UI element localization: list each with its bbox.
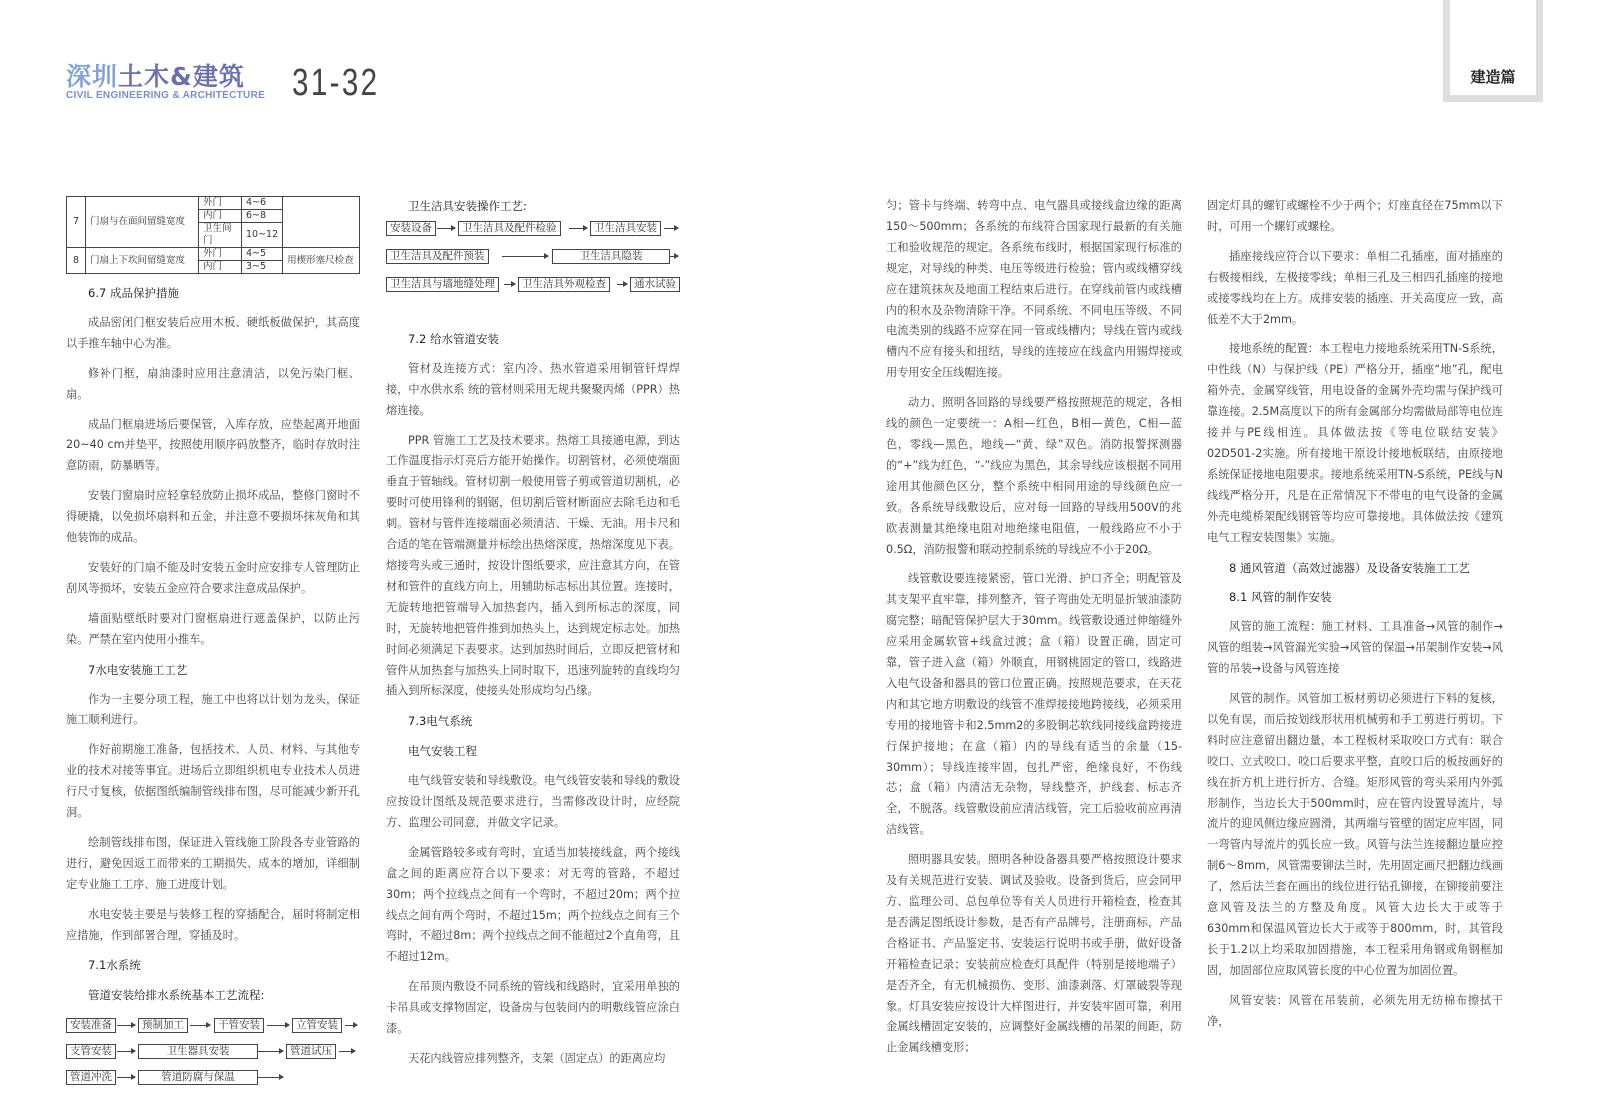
table-row [67, 248, 360, 261]
heading-7-2: 7.2 给水管道安装 [408, 331, 499, 346]
table-cell: 7 [67, 197, 86, 248]
table-row [67, 197, 360, 210]
heading-flow: 管道安装给排水系统基本工艺流程: [88, 988, 265, 1003]
column-3 [886, 196, 1182, 1059]
column-4 [1207, 196, 1503, 1033]
flow-step: 管道防腐与保温 [138, 1070, 258, 1085]
sanitary-flow-row-1 [386, 221, 680, 241]
table-cell: 卫生间门 [199, 223, 242, 248]
table-cell: 10~12 [242, 223, 283, 248]
heading-6-7: 6.7 成品保护措施 [88, 286, 179, 300]
heading-7-3: 7.3电气系统 [408, 714, 473, 729]
table-cell: 4~5 [242, 248, 283, 261]
arrow-right-icon [258, 1077, 283, 1078]
arrow-right-icon [437, 228, 455, 229]
flow-step: 卫生器具安装 [138, 1044, 258, 1059]
spec-table [66, 196, 360, 274]
table-cell: 8 [67, 248, 86, 274]
paragraph: 金属管路较多或有弯时，宜适当加装接线盒，两个接线盒之间的距离应符合以下要求：对无弯的管路，不超过30m；两个拉线点之间有一个弯时，不超过20m；两个拉线点之间有两个弯时，不超过15m；两个拉线点之间有三个弯时，不超过8m；两个拉线点之间不能超过2个直角弯，且不超过12m。 [386, 845, 680, 964]
table-cell: 用楔形塞尺检查 [283, 248, 360, 274]
flow-row-3 [66, 1070, 360, 1090]
heading-7-1: 7.1水系统 [88, 958, 141, 973]
paragraph: 绘制管线排布图，保证进入管线施工阶段各专业管路的进行，避免因返工而带来的工期损失、成本的增加，详细制定专业施工工序、施工进度计划。 [66, 835, 360, 891]
arrow-right-icon [569, 228, 587, 229]
paragraph: 作好前期施工准备，包括技术、人员、材料、与其他专业的技术对接等事宜。进场后立即组织机电专业技术人员进行尺寸复核，依据图纸编制管线排布图，尽可能减少新开孔洞。 [66, 743, 360, 820]
logo-english: CIVIL ENGINEERING & ARCHITECTURE [66, 90, 266, 101]
flow-step: 管道冲洗 [66, 1070, 116, 1085]
flow-row-1 [66, 1018, 360, 1038]
paragraph: 线管敷设要连接紧密，管口光滑、护口齐全；明配管及其支架平直牢靠，排列整齐，管子弯曲处无明显折皱油漆防腐完整；暗配管保护层大于30mm。线管敷设通过伸缩缝外应采用金属软管+线盒过渡；盒（箱）设置正确，固定可靠，管子进入盒（箱）外顺直，用钢桃固定的管口，线路进入电气设备和器具的管口位置正确。按照规范要求，在天花内和其它地方明敷设的线管不准焊接接地跨接线，必须采用专用的接地管卡和2.5mm2的多股铜芯软线同接线盒跨接进行保护接地；在盒（箱）内的导线有适当的余量（15-30mm）；导线连接牢固，包扎严密，绝缘良好，不伤线芯；盒（箱）内清洁无杂物，导线整齐，护线套、标志齐全，不脱落。线管敷设前应清洁线管，完工后验收前应再清洁线管。 [886, 572, 1182, 837]
paragraph: 风管的施工流程：施工材料、工具准备→风管的制作→风管的组装→风管漏光实验→风管的保温→吊架制作安装→风管的吊装→设备与风管连接 [1207, 620, 1503, 676]
flow-step: 卫生洁具外观检查 [518, 277, 610, 292]
paragraph: 接地系统的配置：本工程电力接地系统采用TN-S系统，中性线（N）与保护线（PE）严格分开，插座“地”孔，配电箱外壳，金属穿线管，用电设备的金属外壳均需与保护线可靠连接。2.5M高度以下的所有金属部分均需做局部等电位连接并与PE线相连。具体做法按《等电位联结安装》02D501-2实施。所有接地干原设计接地板联结，由原接地系统保证接地电阻要求。接地系统采用TN-S系统，PE线与N线线严格分开，凡是在正常情况下不带电的电气设备的金属外壳电缆桥架配线钢管等均应可靠接地。具体做法按《建筑电气工程安装图集》实施。 [1207, 342, 1503, 544]
table-cell: 6~8 [242, 210, 283, 223]
paragraph: 安装门窗扇时应轻拿轻放防止损坏成品，整修门窗时不得硬撬，以免损坏扇料和五金，并注意不要损坏抹灰角和其他装饰的成品。 [66, 489, 360, 545]
sanitary-flow-row-2 [386, 249, 680, 269]
arrow-right-icon [190, 1025, 210, 1026]
paragraph: 固定灯具的螺钉或螺栓不少于两个；灯座直径在75mm以下时，可用一个螺钉或螺栓。 [1207, 199, 1503, 233]
paragraph: 管材及连接方式：室内冷、热水管道采用铜管钎焊焊接，中水供水系 统的管材则采用无规共聚聚丙烯（PPR）热熔连接。 [386, 361, 680, 417]
paragraph: 作为一主要分项工程，施工中也将以计划为龙头，保证施工顺利进行。 [66, 692, 360, 727]
logo-cn-part-a: 深圳 [66, 62, 119, 91]
arrow-right-icon [117, 1051, 135, 1052]
logo-chinese [66, 64, 265, 90]
heading-8: 8 通风管道（高效过滤器）及设备安装施工工艺 [1229, 560, 1470, 575]
flow-step: 通水试验 [630, 277, 680, 292]
paragraph: 匀；管卡与终端、转弯中点、电气器具或接线盒边缘的距离150～500mm；各系统的布线符合国家现行最新的有关施工和验收规范的规定。各系统布线时，根据国家现行标准的规定，对导线的种类、电压等级进行检验；管内或线槽穿线应在建筑抹灰及地面工程结束后进行。在穿线前管内或线槽内的积水及杂物清除干净。不同系统、不同电压等级、不同电流类别的线路不应穿在同一管或线槽内；导线在管内或线槽内不应有接头和扭结，导线的连接应在线盒内用锡焊接或用专用安全压线帽连接。 [886, 199, 1182, 380]
paragraph: 风管的制作。风管加工板材剪切必须进行下料的复核，以免有误，而后按划线形状用机械剪和手工剪进行剪切。下料时应注意留出翻边量，本工程板材采取咬口方式有：联合咬口、立式咬口、咬口后要求平整，直咬口后的板按画好的线在折方机上进行折方、合缝。矩形风管的弯头采用内外弧形制作，当边长大于500mm时，应在管内设置导流片，导流片的迎风侧边缘应圆滑，其两端与管壁的固定应牢固，同一弯管内导流片的弧长应一致。风管与法兰连接翻边量应控制6～8mm，风管需要铆法兰时，先用固定画尺把翻边线画了，然后法兰套在画出的线位进行钻孔铆接，在铆接前要注意风管及法兰的方整及角度。风管大边长大于或等于630mm和保温风管边长大于或等于800mm，时，其管段长于1.2以上均采取加固措施，本工程采用角钢或角钢框加固，加固部位应取风管长度的中心位置为加固位置。 [1207, 692, 1503, 977]
sanitary-flow-row-3 [386, 277, 680, 297]
flow-step: 卫生洁具安装 [590, 221, 661, 236]
magazine-logo [66, 64, 265, 101]
table-cell: 门扇与在面间留缝宽度 [86, 197, 199, 248]
arrow-right-icon [258, 1051, 283, 1052]
paragraph: 动力、照明各回路的导线要严格按照规范的规定，各相线的颜色一定要统一：A相—红色，B相—黄色，C相—蓝色，零线—黑色，地线—“黄、绿”双色。消防报警探测器的“+”线为红色，“-”线应为黑色，其余导线应该根据不同用途用其他颜色区分，整个系统中相同用途的导线颜色应一致。各系统导线敷设后，应对每一回路的导线用500V的兆欧表测量其绝缘电阻对地绝缘电阻值，一般线路应不小于0.5Ω，消防报警和联动控制系统的导线应不小于20Ω。 [886, 396, 1182, 556]
heading-electrical: 电气安装工程 [408, 744, 477, 759]
flow-step: 安装准备 [66, 1018, 116, 1033]
flow-step: 卫生洁具及配件预装 [386, 249, 489, 264]
paragraph: PPR 管施工工艺及技术要求。热熔工具接通电源，到达工作温度指示灯亮后方能开始操作。切割管材，必须使端面垂直于管轴线。管材切割一般使用管子剪或管道切割机，必要时可使用锋利的钢锯，但切割后管材断面应去除毛边和毛刺。管材与管件连接端面必须清洁、干燥、无油。用卡尺和合适的笔在管端测量并标绘出热熔深度，热熔深度见下表。熔接弯头或三通时，按设计图纸要求，应注意其方向，在管材和管件的直线方向上，用辅助标志标出其位置。连接时，无旋转地把管端导入加热套内，插入到所标志的深度，同时，无旋转地把管件推到加热头上，达到规定标志处。加热时间必须满足下表要求。达到加热时间后，立即反把管材和管件从加热套与加热头上同时取下，迅速列旋转的直线均匀插入到所标深度，使接头处形成均匀凸缘。 [386, 433, 680, 698]
table-cell: 外门 [199, 197, 242, 210]
arrow-right-icon [617, 284, 627, 285]
paragraph: 电气线管安装和导线敷设。电气线管安装和导线的敷设应按设计图纸及规范要求进行，当需修改设计时，应经院方、监理公司同意，并做文字记录。 [386, 774, 680, 829]
flow-step: 安装设备 [386, 221, 436, 236]
paragraph: 成品门框扇进场后要保管，入库存放，应垫起离开地面20~40 cm并垫平，按照使用顺序码放整齐，临时存放时注意防雨，防暴晒等。 [66, 417, 360, 473]
heading-7: 7水电安装施工工艺 [88, 662, 188, 677]
table-cell: 内门 [199, 210, 242, 223]
arrow-right-icon [267, 1025, 289, 1026]
paragraph: 照明器具安装。照明各种设备器具要严格按照设计要求及有关规范进行安装、调试及验收。设备到货后，应会同甲方、监理公司、总包单位等有关人员进行开箱检查，检查其是否满足图纸设计参数，是否有产品牌号，注册商标，产品合格证书、产品鉴定书、安装运行说明书或手册，做好设备开箱检查记录；安装前应检查灯具配件（特别是接地端子）是否齐全，有无机械损伤、变形、油漆剥落、灯罩破裂等现象。灯具安装应按设计大样图进行，并安装牢固可靠，利用金属线槽固定安装的，应调整好金属线槽的吊架的间距，防止金属线槽变形； [886, 853, 1182, 1055]
arrow-right-icon [664, 228, 678, 229]
table-cell: 3~5 [242, 261, 283, 274]
section-tab [1443, 0, 1543, 102]
flow-step: 卫生洁具及配件检验 [458, 221, 561, 236]
table-cell: 4~6 [242, 197, 283, 210]
paragraph: 墙面贴壁纸时要对门窗框扇进行遮盖保护，以防止污染。严禁在室内使用小推车。 [66, 611, 360, 646]
paragraph: 水电安装主要是与装修工程的穿插配合，届时将制定相应措施，作到部署合理，穿插及时。 [66, 907, 360, 942]
section-tab-label: 建造篇 [1470, 68, 1516, 86]
column-2 [386, 196, 680, 1070]
arrow-right-icon [117, 1077, 135, 1078]
flow-step: 卫生洁具与墙地缝处理 [386, 277, 499, 292]
paragraph: 安装好的门扇不能及时安装五金时应安排专人管理防止刮风等损坏，安装五金应符合要求注意成品保护。 [66, 560, 360, 595]
table-cell [283, 197, 360, 248]
arrow-right-icon [504, 284, 515, 285]
paragraph: 在吊顶内敷设不同系统的管线和线路时，宜采用单独的卡吊具或支撑物固定，设备房与包装间内的明敷线管应涂白漆。 [386, 980, 680, 1036]
flow-step: 支管安装 [66, 1044, 116, 1059]
flow-row-2 [66, 1044, 360, 1064]
arrow-right-icon [339, 1051, 355, 1052]
paragraph: 天花内线管应排列整齐，支架（固定点）的距离应均 [408, 1052, 666, 1065]
flow-step: 干管安装 [214, 1018, 264, 1033]
logo-cn-part-b: 土木&建筑 [118, 62, 245, 91]
page-numbers: 31-32 [292, 62, 380, 104]
column-1 [66, 196, 360, 1090]
paragraph: 成品密闭门框安装后应用木板、硬纸板做保护，其高度以手推车轴中心为准。 [66, 315, 360, 350]
arrow-right-icon [345, 1025, 357, 1026]
paragraph: 风管安装：风管在吊装前，必须先用无纺棉布擦拭干净， [1207, 993, 1503, 1028]
flow-step: 管道试压 [286, 1044, 336, 1059]
arrow-right-icon [117, 1025, 135, 1026]
arrow-right-icon [670, 256, 678, 257]
section-tab-inner [1450, 0, 1536, 95]
table-cell: 门扇上下坎间留缝宽度 [86, 248, 199, 274]
flow-step: 预制加工 [138, 1018, 188, 1033]
table-cell: 内门 [199, 261, 242, 274]
arrow-right-icon [502, 256, 548, 257]
paragraph: 修补门框，扇油漆时应用注意清洁，以免污染门框、扇。 [66, 366, 360, 401]
table-cell: 外门 [199, 248, 242, 261]
flow-step: 卫生洁具隐装 [552, 249, 670, 264]
flow-step: 立管安装 [292, 1018, 342, 1033]
heading-8-1: 8.1 风管的制作安装 [1229, 590, 1332, 605]
paragraph: 插座接线应符合以下要求：单相二孔插座，面对插座的右极接相线，左极接零线；单相三孔及三相四孔插座的接地或接零线均在上方。成排安装的插座、开关高度应一致，高低差不大于2mm。 [1207, 249, 1503, 326]
heading-sanitary: 卫生洁具安装操作工艺: [408, 199, 527, 213]
